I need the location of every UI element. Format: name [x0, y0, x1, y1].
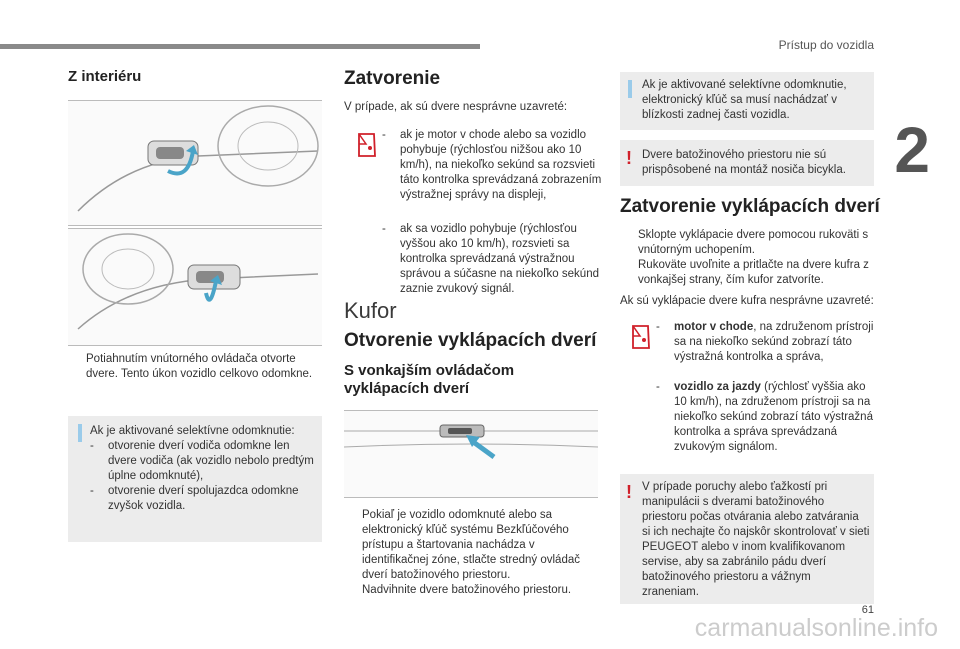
info-icon [628, 80, 632, 98]
col3-warning-box-2 [620, 474, 874, 604]
bullet-icon [70, 352, 86, 382]
warning-icon: ! [626, 482, 632, 502]
col3-warning-text-2: V prípade poruchy alebo ťažkostí pri manipulácii s dverami batožinového priestoru počas otvárania alebo zatvárania si ich nechajte čo najskôr skontrolovať v sieti PEUGEOT alebo v inom kvalifikovanom servise, aby sa zabránilo pádu dverí batožinového priestoru a vážnym zraneniam. [642, 481, 870, 598]
exterior-handle-heading: S vonkajším ovládačom vyklápacích dverí [344, 362, 515, 397]
list-item: - motor v chode, na združenom prístroji sa na niekoľko sekúnd zobrazí táto výstražná kontrolka a správa, [656, 321, 874, 363]
tailgate-handle-icon [344, 411, 598, 499]
col3-warning-text: Dvere batožinového priestoru nie sú prispôsobené na montáž nosiča bicykla. [642, 149, 846, 176]
list-item: - otvorenie dverí spolujazdca odomkne zvyšok vozidla. [90, 485, 299, 512]
col2-bullet: Pokiaľ je vozidlo odomknuté alebo sa elektronický kľúč systému Bezkľúčového prístupu a štartovania nachádza v identifikačnej zóne, stlačte stredný ovládač dverí batožinového priestoru. [346, 508, 600, 583]
list-item: - ak sa vozidlo pohybuje (rýchlosťou vyššou ako 10 km/h), rozsvieti sa kontrolka sprevádzaná výstražnou správou a súčasne na niekoľko sekúnd zaznie zvukový signál. [382, 223, 599, 295]
col2-bullet: Nadvihnite dvere batožinového priestoru. [346, 583, 600, 598]
section-title: Prístup do vozidla [778, 38, 874, 52]
interior-handle-illustration-1 [68, 100, 322, 226]
close-tailgate-heading: Zatvorenie vyklápacích dverí [620, 196, 880, 217]
page-number: 61 [861, 604, 874, 616]
kufor-heading: Kufor [344, 298, 397, 323]
col1-title: Z interiéru [68, 68, 142, 85]
door-handle-icon [68, 101, 322, 227]
col1-info-box [68, 416, 322, 542]
col2-intro: V prípade, ak sú dvere nesprávne uzavreté: [344, 101, 568, 113]
col2-title: Zatvorenie [344, 68, 441, 89]
list-item: - otvorenie dverí vodiča odomkne len dvere vodiča (ak vozidlo nebolo predtým úplne odomknuté), [90, 440, 314, 482]
col3-info-box [620, 72, 874, 130]
col1-info-intro: Ak je aktivované selektívne odomknutie: [90, 425, 295, 437]
bullet-icon [622, 258, 638, 288]
watermark: carmanualsonline.info [694, 614, 938, 642]
tailgate-illustration [344, 410, 598, 498]
open-tailgate-heading: Otvorenie vyklápacích dverí [344, 330, 597, 351]
chapter-number: 2 [894, 114, 930, 186]
door-handle-icon [68, 229, 322, 347]
tailgate-warning-icon [630, 322, 652, 357]
col3-intro: Ak sú vyklápacie dvere kufra nesprávne uzavreté: [620, 295, 874, 307]
list-item: - vozidlo za jazdy (rýchlosť vyššia ako 10 km/h), na združenom prístroji sa na niekoľko sekúnd zobrazí táto výstražná kontrolka a správa sprevádzaná zvukovým signálom. [656, 381, 873, 453]
bullet-icon [622, 228, 638, 258]
col3-bullet: Rukoväte uvoľnite a pritlačte na dvere kufra z vonkajšej strany, čím kufor zatvoríte. [622, 258, 876, 288]
bullet-icon [346, 583, 362, 598]
warning-icon: ! [626, 148, 632, 168]
col3-warning-box [620, 140, 874, 186]
door-warning-icon [356, 130, 378, 165]
info-icon [78, 424, 82, 442]
col3-info-text: Ak je aktivované selektívne odomknutie, elektronický kľúč sa musí nachádzať v blízkosti zadnej časti vozidla. [642, 79, 847, 121]
col1-bullet: Potiahnutím vnútorného ovládača otvorte dvere. Tento úkon vozidlo celkovo odomkne. [70, 352, 324, 382]
list-item: - ak je motor v chode alebo sa vozidlo pohybuje (rýchlosťou nižšou ako 10 km/h), na niekoľko sekúnd sa rozsvieti táto kontrolka sprevádzaná zobrazením výstražnej správy na displeji, [382, 129, 602, 201]
interior-handle-illustration-2 [68, 228, 322, 346]
col3-bullet: Sklopte vyklápacie dvere pomocou rukoväti s vnútorným uchopením. [622, 228, 876, 258]
header-bar [0, 44, 480, 49]
bullet-icon [346, 508, 362, 583]
